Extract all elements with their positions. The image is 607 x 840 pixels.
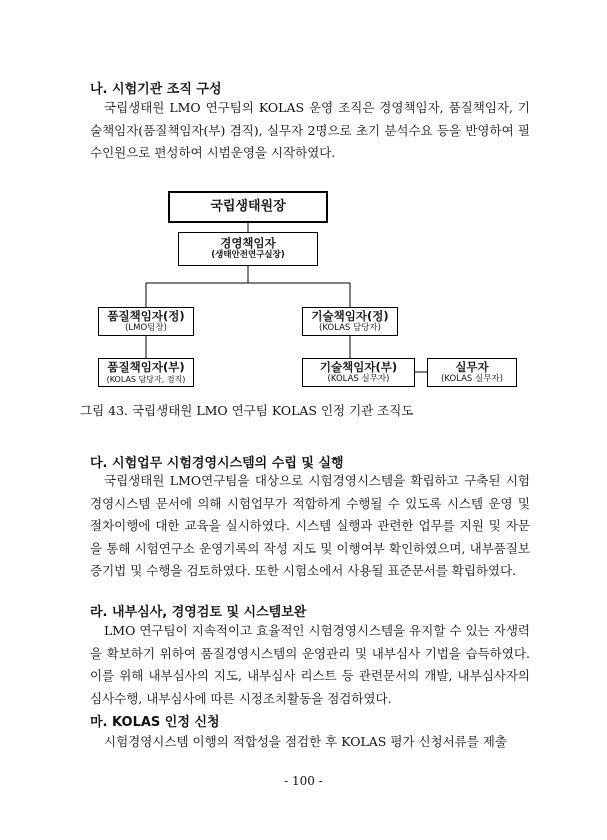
section-heading-da: 다. 시험업무 시험경영시스템의 수립 및 실행: [90, 456, 344, 471]
section-paragraph-ra: LMO 연구팀이 지속적이고 효율적인 시험경영시스템을 유지할 수 있는 자생력을 확보하기 위하여 품질경영시스템의 운영관리 및 내부심사 기법을 습득하였다. 이를 위해 내부심사의 지도, 내부심사 리스트 등 관련문서의 개발, 내부심사자의 심사수행, 내부심사에 따른 시정조치활동을 점검하였다.: [90, 623, 530, 706]
figure-caption: 그림 43. 국립생태원 LMO 연구팀 KOLAS 인정 기관 조직도: [80, 403, 414, 418]
org-node-tech-main: [302, 307, 398, 336]
section-paragraph-na: 국립생태원 LMO 연구팀의 KOLAS 운영 조직은 경영책임자, 품질책임자, 기술책임자(품질책임자(부) 겸직), 실무자 2명으로 초기 분석수요 등을 반영하여 필수인원으로 편성하여 시범운영을 시작하였다.: [90, 100, 530, 160]
section-paragraph-da: 국립생태원 LMO연구팀을 대상으로 시험경영시스템을 확립하고 구축된 시험경영시스템 문서에 의해 시험업무가 적합하게 수행될 수 있도록 시스템 운영 및 절차이행에 대한 교육을 실시하였다. 시스템 실행과 관련한 업무를 지원 및 자문을 통해 시험연구소 운영기록의 작성 지도 및 이행여부 확인하였으며, 내부품질보증기법 및 수행을 검토하였다. 또한 시험소에서 사용될 표준문서를 확립하였다.: [90, 473, 530, 578]
section-heading-ra: 라. 내부심사, 경영검토 및 시스템보완: [90, 605, 307, 620]
org-node-director: [168, 191, 328, 223]
org-node-director-title: 국립생태원장: [210, 199, 286, 214]
org-node-quality-sub: [98, 358, 194, 387]
org-node-quality-main-title: 품질책임자(정): [107, 309, 185, 323]
org-node-tech-sub: [302, 358, 415, 387]
section-heading-na: 나. 시험기관 조직 구성: [90, 82, 222, 97]
org-node-tech-sub-title: 기술책임자(부): [319, 360, 398, 374]
org-node-tech-main-sub: (KOLAS 담당자): [319, 323, 381, 333]
org-node-quality-main-sub: (LMO팀장): [125, 323, 167, 333]
org-node-staff: [427, 358, 517, 387]
org-node-management-sub: (생태안전연구실장): [211, 250, 285, 260]
org-node-quality-main: [98, 307, 194, 336]
org-node-tech-sub-sub: (KOLAS 실무자): [327, 374, 390, 384]
org-node-quality-sub-sub: (KOLAS 담당자, 겸직): [106, 375, 186, 384]
section-paragraph-ma: 시험경영시스템 이행의 적합성을 점검한 후 KOLAS 평가 신청서류를 제출: [104, 734, 507, 749]
section-heading-ma: 마. KOLAS 인정 신청: [90, 715, 220, 730]
org-node-quality-sub-title: 품질책임자(부): [107, 360, 185, 374]
org-node-management: [178, 232, 318, 266]
org-node-tech-main-title: 기술책임자(정): [311, 309, 389, 323]
page-number: - 100 -: [284, 774, 323, 788]
org-node-staff-title: 실무자: [455, 360, 489, 374]
org-node-management-title: 경영책임자: [220, 236, 276, 250]
org-node-staff-sub: (KOLAS 실무자): [441, 374, 503, 384]
